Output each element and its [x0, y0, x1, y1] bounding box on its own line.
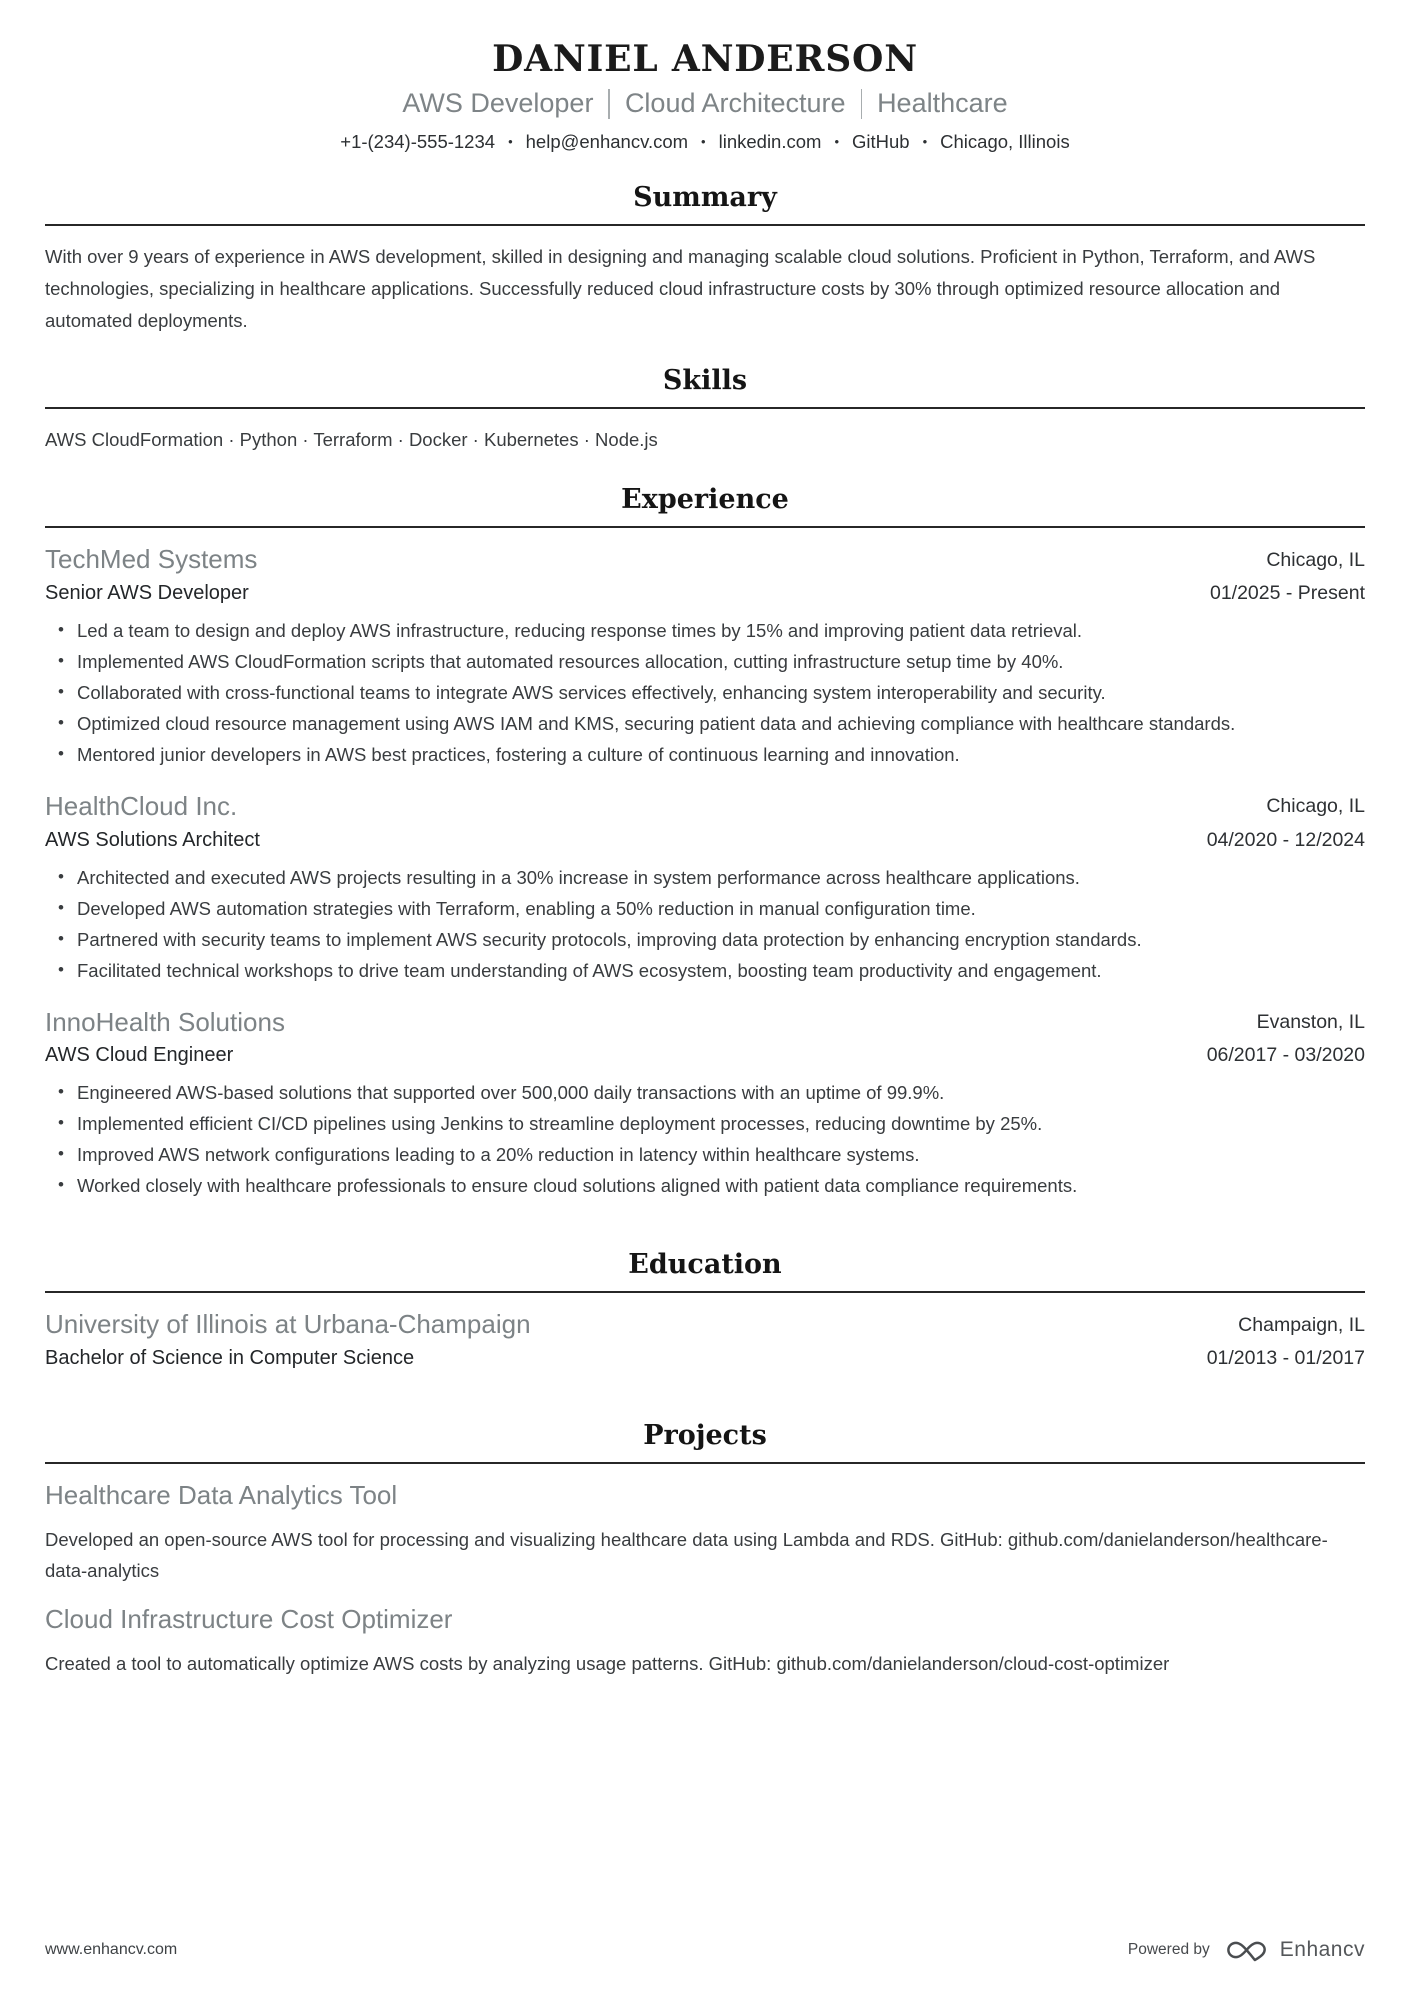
section-education: [45, 1247, 1365, 1392]
job-title: Senior AWS Developer: [45, 582, 249, 605]
job-dates: 06/2017 - 03/2020: [1206, 1044, 1365, 1067]
experience-heading: Experience: [621, 484, 789, 516]
school-location: Champaign, IL: [1238, 1313, 1365, 1336]
achievement-item: • Implemented AWS CloudFormation scripts that automated resources allocation, cutting infrastructure setup time by 40%.: [77, 647, 1365, 677]
experience-entry-header: [45, 790, 1365, 854]
brand-name: Enhancv: [1279, 1938, 1365, 1961]
achievement-item: • Led a team to design and deploy AWS infrastructure, reducing response times by 15% and improving patient data retrieval.: [77, 616, 1365, 646]
headline-divider: [861, 89, 863, 119]
headline-part-role: AWS Developer: [402, 88, 594, 119]
section-divider: [45, 1291, 1365, 1293]
school-name: University of Illinois at Urbana-Champaign: [45, 1309, 531, 1340]
achievement-list: [45, 1078, 1365, 1201]
job-title: AWS Solutions Architect: [45, 828, 260, 851]
company-name: HealthCloud Inc.: [45, 790, 238, 821]
company-location: Chicago, IL: [1266, 795, 1365, 818]
section-divider: [45, 224, 1365, 226]
site-url: www.enhancv.com: [45, 1941, 178, 1958]
section-divider: [45, 526, 1365, 528]
achievement-list: [45, 616, 1365, 770]
education-entry: [45, 1308, 1365, 1372]
job-title: AWS Cloud Engineer: [45, 1044, 234, 1067]
powered-by-brand: [1128, 1937, 1365, 1963]
summary-text: With over 9 years of experience in AWS development, skilled in designing and managing scalable cloud solutions. Proficient in Python, Terraform, and AWS technologies, specializing in healthcare applications. Successfully reduced cloud infrastructure costs by 30% through optimized resource allocation and automated deployments.: [45, 246, 1316, 332]
contact-linkedin-link[interactable]: linkedin.com: [718, 130, 822, 152]
company-location: Chicago, IL: [1266, 548, 1365, 571]
achievement-item: • Mentored junior developers in AWS best practices, fostering a culture of continuous learning and innovation.: [77, 740, 1365, 770]
contact-email-link[interactable]: help@enhancv.com: [525, 130, 689, 152]
contact-phone: +1-(234)-555-1234: [340, 130, 496, 152]
achievement-item: • Optimized cloud resource management using AWS IAM and KMS, securing patient data and achieving compliance with healthcare standards.: [77, 709, 1365, 739]
skills-heading: Skills: [662, 365, 748, 397]
company-name: InnoHealth Solutions: [45, 1006, 285, 1037]
education-entry-header: [45, 1308, 1365, 1372]
enhancv-logo-icon: [1226, 1937, 1268, 1963]
contact-location: Chicago, Illinois: [940, 130, 1070, 152]
company-location: Evanston, IL: [1256, 1010, 1365, 1033]
project-description: Developed an open-source AWS tool for processing and visualizing healthcare data using Lambda and RDS. GitHub: github.com/danielanderson/healthcare-data-analytics: [45, 1529, 1328, 1582]
headline-divider: [608, 89, 610, 119]
contact-separator: •: [701, 133, 706, 149]
contact-github-link[interactable]: GitHub: [852, 130, 910, 152]
section-summary: [45, 180, 1365, 337]
achievement-list: [45, 863, 1365, 986]
job-dates: 04/2020 - 12/2024: [1206, 828, 1365, 851]
contact-separator: •: [834, 133, 839, 149]
section-divider: [45, 1462, 1365, 1464]
experience-entry-header: [45, 1006, 1365, 1070]
company-name: TechMed Systems: [45, 544, 258, 575]
education-heading: Education: [628, 1249, 782, 1281]
achievement-item: • Developed AWS automation strategies with Terraform, enabling a 50% reduction in manual configuration time.: [77, 894, 1365, 924]
skills-line: AWS CloudFormation · Python · Terraform · Docker · Kubernetes · Node.js: [45, 429, 658, 451]
achievement-item: • Worked closely with healthcare professionals to ensure cloud solutions aligned with patient data compliance requirements.: [77, 1171, 1365, 1201]
headline-part-specialty: Cloud Architecture: [624, 88, 846, 119]
summary-heading: Summary: [633, 181, 777, 213]
education-dates: 01/2013 - 01/2017: [1206, 1347, 1365, 1370]
section-skills: [45, 363, 1365, 456]
achievement-item: • Engineered AWS-based solutions that supported over 500,000 daily transactions with an uptime of 99.9%.: [77, 1078, 1365, 1108]
experience-entry: [45, 543, 1365, 770]
project-entry: [45, 1479, 1365, 1587]
page-footer: [45, 1907, 1365, 1963]
project-description: Created a tool to automatically optimize AWS costs by analyzing usage patterns. GitHub: github.com/danielanderson/cloud-cost-optimizer: [45, 1652, 1170, 1674]
headline-part-industry: Healthcare: [877, 88, 1008, 119]
section-divider: [45, 407, 1365, 409]
project-entry: [45, 1603, 1365, 1679]
degree-name: Bachelor of Science in Computer Science: [45, 1347, 415, 1370]
contact-row: [45, 130, 1365, 154]
project-title: Healthcare Data Analytics Tool: [45, 1480, 398, 1511]
contact-separator: •: [922, 133, 928, 149]
resume-header: [45, 38, 1365, 154]
project-title: Cloud Infrastructure Cost Optimizer: [45, 1603, 453, 1634]
achievement-item: • Implemented efficient CI/CD pipelines using Jenkins to streamline deployment processes, reducing downtime by 25%.: [77, 1109, 1365, 1139]
achievement-item: • Collaborated with cross-functional teams to integrate AWS services effectively, enhancing system interoperability and security.: [77, 678, 1365, 708]
experience-entry: [45, 1006, 1365, 1202]
job-dates: 01/2025 - Present: [1209, 582, 1365, 605]
achievement-item: • Facilitated technical workshops to drive team understanding of AWS ecosystem, boosting team productivity and engagement.: [77, 956, 1365, 986]
person-name: DANIEL ANDERSON: [492, 38, 918, 80]
experience-entry: [45, 790, 1365, 986]
achievement-item: • Improved AWS network configurations leading to a 20% reduction in latency within healthcare systems.: [77, 1140, 1365, 1170]
projects-heading: Projects: [643, 1420, 767, 1452]
achievement-item: • Partnered with security teams to implement AWS security protocols, improving data protection by enhancing encryption standards.: [77, 925, 1365, 955]
contact-separator: •: [508, 133, 513, 149]
headline: [45, 87, 1365, 121]
section-experience: [45, 482, 1365, 1221]
powered-by-label: Powered by: [1127, 1941, 1210, 1958]
section-projects: [45, 1418, 1365, 1695]
experience-entry-header: [45, 543, 1365, 607]
achievement-item: • Architected and executed AWS projects resulting in a 30% increase in system performance across healthcare applications.: [77, 863, 1365, 893]
